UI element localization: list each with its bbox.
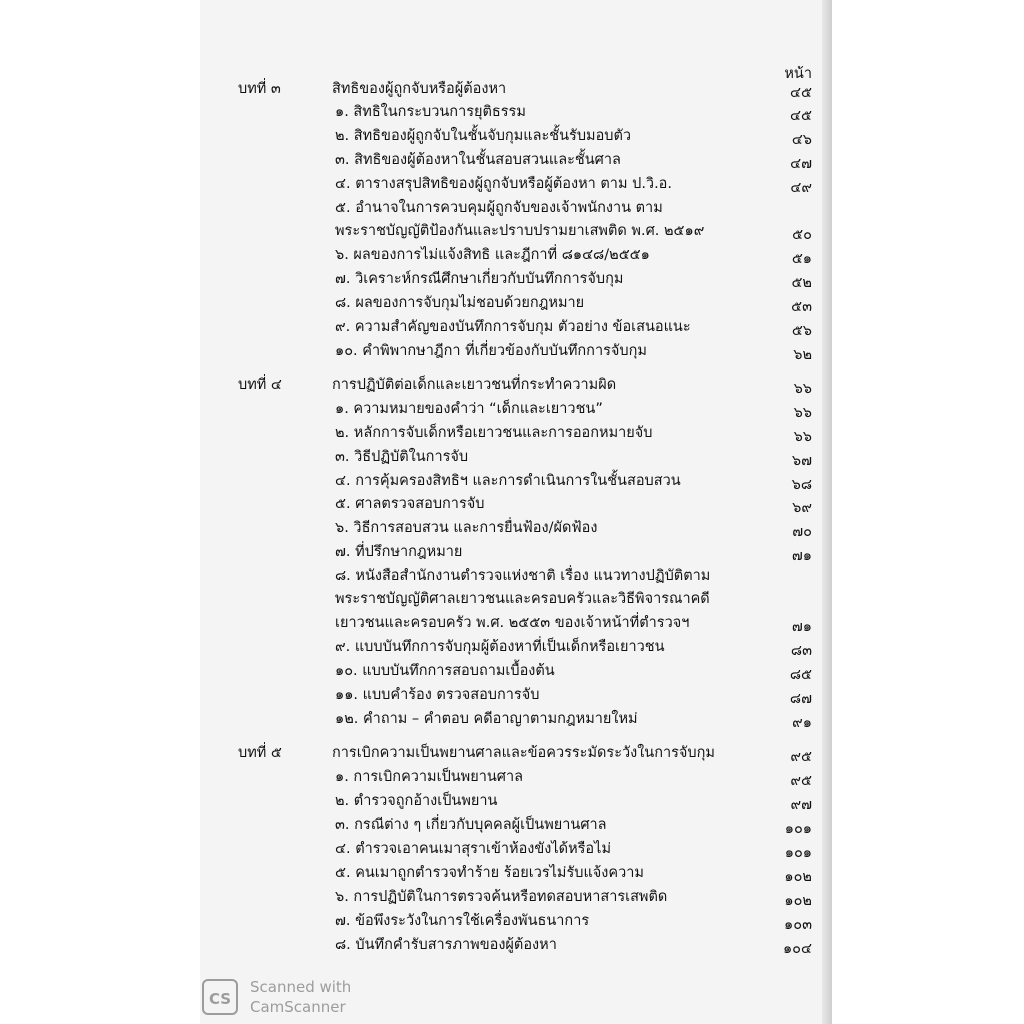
toc-item: ๔. การคุ้มครองสิทธิฯ และการดำเนินการในชั้นสอบสวน xyxy=(335,473,681,489)
toc-item-page-number: ๔๙ xyxy=(790,180,812,196)
toc-item-page-number: ๖๗ xyxy=(791,453,812,469)
chapter-title: การปฏิบัติต่อเด็กและเยาวชนที่กระทำความผิด xyxy=(332,377,617,393)
toc-item: ๕. คนเมาถูกตำรวจทำร้าย ร้อยเวรไม่รับแจ้งความ xyxy=(335,865,644,881)
watermark-text: Scanned with CamScanner xyxy=(250,978,352,1016)
toc-item: ๒. ตำรวจถูกอ้างเป็นพยาน xyxy=(335,793,498,809)
toc-item-page-number: ๗๑ xyxy=(791,619,812,635)
toc-item: ๒. หลักการจับเด็กหรือเยาวชนและการออกหมายจับ xyxy=(335,425,653,441)
toc-item-page-number: ๕๖ xyxy=(791,323,812,339)
toc-item-page-number: ๖๖ xyxy=(793,429,812,445)
toc-item-continuation: พระราชบัญญัติศาลเยาวชนและครอบครัวและวิธีพิจารณาคดี xyxy=(335,591,710,607)
toc-item: ๗. ที่ปรึกษากฎหมาย xyxy=(335,544,463,560)
toc-item: ๖. ผลของการไม่แจ้งสิทธิ และฎีกาที่ ๘๑๔๘/๒๕๕๑ xyxy=(335,247,650,263)
toc-item: ๘. หนังสือสำนักงานตำรวจแห่งชาติ เรื่อง แนวทางปฏิบัติตาม xyxy=(335,568,711,584)
toc-item-page-number: ๘๗ xyxy=(789,691,812,707)
toc-item-page-number: ๕๑ xyxy=(791,251,812,267)
toc-item-page-number: ๑๐๓ xyxy=(784,917,812,933)
toc-item: ๔. ตารางสรุปสิทธิของผู้ถูกจับหรือผู้ต้องหา ตาม ป.วิ.อ. xyxy=(335,176,672,192)
toc-item: ๕. ศาลตรวจสอบการจับ xyxy=(335,496,485,512)
toc-item-page-number: ๑๐๑ xyxy=(784,821,812,837)
toc-item: ๑. ความหมายของคำว่า “เด็กและเยาวชน” xyxy=(335,401,603,417)
toc-item: ๕. อำนาจในการควบคุมผู้ถูกจับของเจ้าพนักงาน ตาม xyxy=(335,200,663,216)
chapter-label: บทที่ ๓ xyxy=(238,81,281,97)
toc-item-page-number: ๗๑ xyxy=(791,548,812,564)
toc-item: ๒. สิทธิของผู้ถูกจับในชั้นจับกุมและชั้นรับมอบตัว xyxy=(335,128,632,144)
toc-item: ๘. บันทึกคำรับสารภาพของผู้ต้องหา xyxy=(335,937,557,953)
toc-item-page-number: ๑๐๒ xyxy=(784,869,812,885)
toc-item: ๗. ข้อพึงระวังในการใช้เครื่องพันธนาการ xyxy=(335,913,590,929)
toc-item-page-number: ๔๖ xyxy=(791,132,812,148)
toc-item: ๘. ผลของการจับกุมไม่ชอบด้วยกฎหมาย xyxy=(335,295,585,311)
toc-item: ๙. แบบบันทึกการจับกุมผู้ต้องหาที่เป็นเด็กหรือเยาวชน xyxy=(335,639,665,655)
toc-item: ๙. ความสำคัญของบันทึกการจับกุม ตัวอย่าง ข้อเสนอแนะ xyxy=(335,319,691,335)
chapter-title: สิทธิของผู้ถูกจับหรือผู้ต้องหา xyxy=(332,81,507,97)
toc-item-continuation: เยาวชนและครอบครัว พ.ศ. ๒๕๕๓ ของเจ้าหน้าที่ตำรวจฯ xyxy=(335,615,690,631)
toc-item-page-number: ๖๙ xyxy=(792,500,812,516)
toc-item: ๑๒. คำถาม – คำตอบ คดีอาญาตามกฎหมายใหม่ xyxy=(335,711,638,727)
toc-item: ๗. วิเคราะห์กรณีศึกษาเกี่ยวกับบันทึกการจับกุม xyxy=(335,271,624,287)
toc-item-page-number: ๑๐๑ xyxy=(784,845,812,861)
toc-item: ๖. วิธีการสอบสวน และการยื่นฟ้อง/ผัดฟ้อง xyxy=(335,520,598,536)
toc-item-page-number: ๕๒ xyxy=(791,275,812,291)
toc-item-page-number: ๖๖ xyxy=(793,405,812,421)
toc-item: ๓. กรณีต่าง ๆ เกี่ยวกับบุคคลผู้เป็นพยานศาล xyxy=(335,817,607,833)
toc-item-page-number: ๘๕ xyxy=(789,667,812,683)
toc-item-page-number: ๘๓ xyxy=(790,643,812,659)
toc-item-page-number: ๔๕ xyxy=(790,108,812,124)
toc-item: ๑. การเบิกความเป็นพยานศาล xyxy=(335,769,524,785)
toc-item-page-number: ๖๘ xyxy=(791,477,812,493)
toc-item-page-number: ๕๐ xyxy=(792,227,812,243)
chapter-page-number: ๖๖ xyxy=(793,381,812,397)
toc-item-page-number: ๕๓ xyxy=(791,299,812,315)
chapter-label: บทที่ ๔ xyxy=(238,377,282,393)
toc-item-page-number: ๖๒ xyxy=(793,347,812,363)
toc-item: ๑. สิทธิในกระบวนการยุติธรรม xyxy=(335,104,526,120)
page-edge xyxy=(822,0,832,1024)
chapter-page-number: ๔๕ xyxy=(790,85,812,101)
toc-item-page-number: ๑๐๒ xyxy=(784,893,812,909)
toc-item: ๑๐. แบบบันทึกการสอบถามเบื้องต้น xyxy=(335,663,555,679)
toc-item-page-number: ๙๑ xyxy=(792,715,812,731)
chapter-label: บทที่ ๕ xyxy=(238,745,282,761)
toc-item-continuation: พระราชบัญญัติป้องกันและปราบปรามยาเสพติด พ.ศ. ๒๕๑๙ xyxy=(335,223,705,239)
camscanner-watermark xyxy=(202,975,382,1019)
toc-item: ๑๐. คำพิพากษาฎีกา ที่เกี่ยวข้องกับบันทึกการจับกุม xyxy=(335,343,647,359)
toc-item: ๖. การปฏิบัติในการตรวจค้นหรือทดสอบหาสารเสพติด xyxy=(335,889,668,905)
toc-item: ๑๑. แบบคำร้อง ตรวจสอบการจับ xyxy=(335,687,540,703)
toc-item-page-number: ๔๗ xyxy=(790,156,812,172)
toc-item: ๓. สิทธิของผู้ต้องหาในชั้นสอบสวนและชั้นศาล xyxy=(335,152,621,168)
chapter-title: การเบิกความเป็นพยานศาลและข้อควรระมัดระวังในการจับกุม xyxy=(332,745,715,761)
toc-item: ๔. ตำรวจเอาคนเมาสุราเข้าห้องขังได้หรือไม่ xyxy=(335,841,611,857)
toc-item-page-number: ๙๕ xyxy=(790,773,812,789)
camscanner-logo-icon: CS xyxy=(202,979,238,1015)
toc-item-page-number: ๗๐ xyxy=(792,524,812,540)
page-column-header: หน้า xyxy=(784,66,812,82)
toc-item: ๓. วิธีปฏิบัติในการจับ xyxy=(335,449,469,465)
toc-item-page-number: ๑๐๔ xyxy=(782,941,812,957)
chapter-page-number: ๙๕ xyxy=(790,749,812,765)
toc-item-page-number: ๙๗ xyxy=(790,797,812,813)
